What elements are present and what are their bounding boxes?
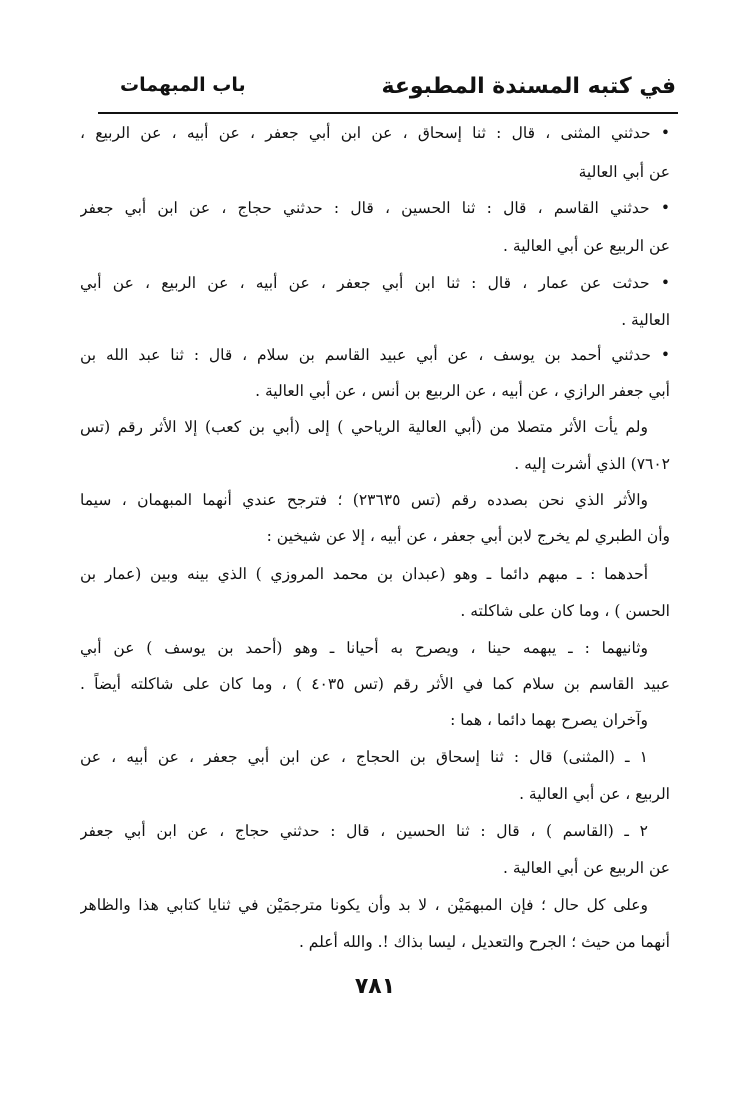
text-line: العالية .: [621, 311, 670, 329]
book-title: في كتبه المسندة المطبوعة: [381, 74, 676, 99]
text-line: • حدثني أحمد بن يوسف ، عن أبي عبيد القاسم بن سلام ، قال : ثنا عبد الله بن: [80, 346, 670, 364]
text-line: ٧٦٠٢) الذي أشرت إليه .: [514, 455, 670, 473]
text-line: وآخران يصرح بهما دائما ، هما :: [450, 711, 648, 729]
text-line: • حدثت عن عمار ، قال : ثنا ابن أبي جعفر ، عن أبيه ، عن الربيع ، عن أبي: [80, 274, 670, 292]
text-line: • حدثني المثنى ، قال : ثنا إسحاق ، عن ابن أبي جعفر ، عن أبيه ، عن الربيع ،: [80, 124, 670, 142]
text-line: ٢ ـ (القاسم ) ، قال : ثنا الحسين ، قال : حدثني حجاج ، عن ابن أبي جعفر: [80, 822, 648, 840]
text-line: وثانيهما : ـ يبهمه حينا ، ويصرح به أحيانا ـ وهو (أحمد بن يوسف ) عن أبي: [80, 639, 648, 657]
text-line: أحدهما : ـ مبهم دائما ـ وهو (عبدان بن محمد المروزي ) الذي بينه وبين (عمار بن: [80, 565, 648, 583]
text-line: الربيع ، عن أبي العالية .: [519, 785, 670, 803]
text-line: ولم يأت الأثر متصلا من (أبي العالية الرياحي ) إلى (أبي بن كعب) إلا الأثر رقم (تس: [80, 418, 648, 436]
text-line: عبيد القاسم بن سلام كما في الأثر رقم (تس ٤٠٣٥ ) ، وما كان على شاكلته أيضاً .: [80, 675, 670, 693]
text-line: أبي جعفر الرازي ، عن أبيه ، عن الربيع بن أنس ، عن أبي العالية .: [255, 382, 670, 400]
text-line: الحسن ) ، وما كان على شاكلته .: [460, 602, 670, 620]
text-line: والأثر الذي نحن بصدده رقم (تس ٢٣٦٣٥) ؛ فترجح عندي أنهما المبهمان ، سيما: [80, 491, 648, 509]
text-line: وعلى كل حال ؛ فإن المبهمَيْن ، لا بد وأن يكونا مترجمَيْن في ثنايا كتابي هذا والظاهر: [80, 896, 648, 914]
text-line: ١ ـ (المثنى) قال : ثنا إسحاق بن الحجاج ، عن ابن أبي جعفر ، عن أبيه ، عن: [80, 748, 648, 766]
page-number: ٧٨١: [354, 974, 396, 999]
chapter-title: باب المبهمات: [120, 74, 246, 96]
text-line: عن الربيع عن أبي العالية .: [503, 237, 670, 255]
text-line: وأن الطبري لم يخرج لابن أبي جعفر ، عن أبيه ، إلا عن شيخين :: [266, 527, 670, 545]
running-header: [98, 72, 676, 112]
text-line: أنهما من حيث ؛ الجرح والتعديل ، ليسا بذاك !. والله أعلم .: [298, 933, 670, 951]
text-line: عن الربيع عن أبي العالية .: [503, 859, 670, 877]
text-line: • حدثني القاسم ، قال : ثنا الحسين ، قال : حدثني حجاج ، عن ابن أبي جعفر: [80, 199, 670, 217]
text-line: عن أبي العالية: [578, 163, 670, 181]
header-divider: [98, 112, 678, 114]
